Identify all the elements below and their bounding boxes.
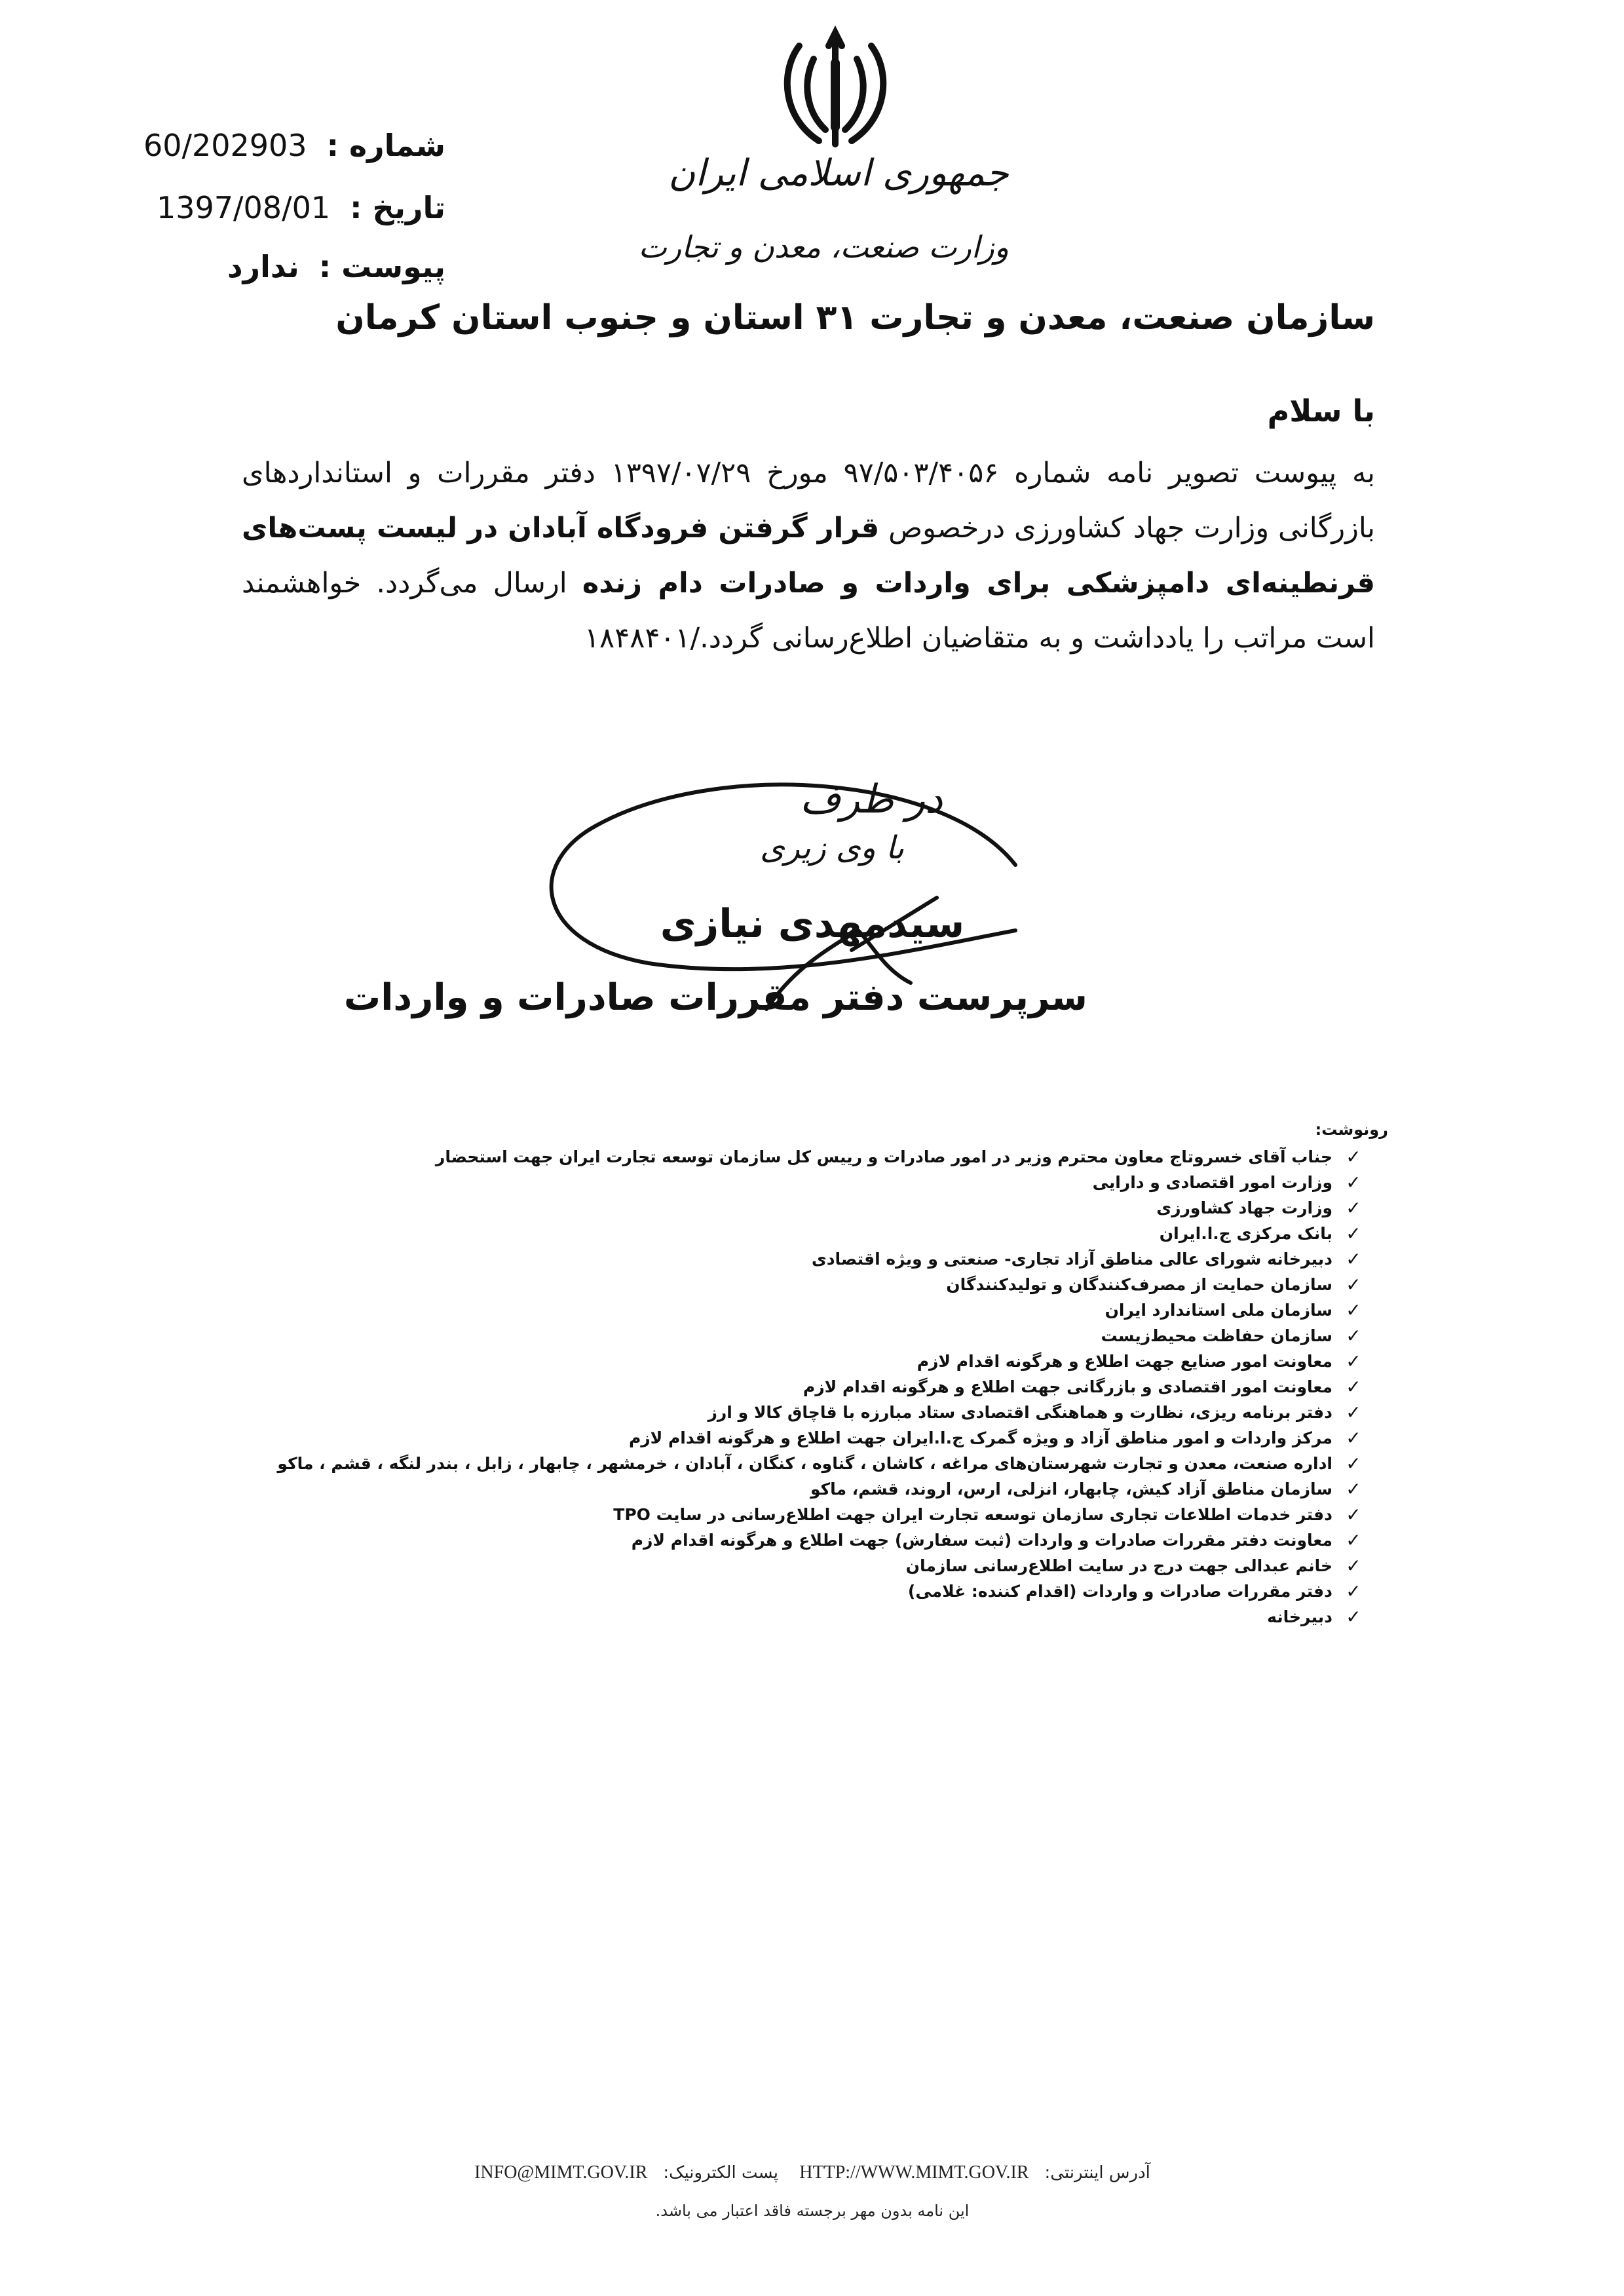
cc-list-item	[186, 1374, 1365, 1400]
cc-item-text: وزارت امور اقتصادی و دارایی	[1092, 1173, 1332, 1192]
cc-list-item	[186, 1451, 1365, 1476]
signature-handwriting-1: در طرف	[800, 776, 943, 822]
checkmark-icon: ✓	[1346, 1223, 1361, 1244]
letter-number-label: شماره :	[326, 128, 445, 163]
cc-list-item	[186, 1425, 1365, 1451]
cc-list-item	[186, 1323, 1365, 1349]
letter-attachment-value: ندارد	[227, 249, 299, 284]
checkmark-icon: ✓	[1346, 1427, 1361, 1449]
checkmark-icon: ✓	[1346, 1299, 1361, 1321]
cc-item-text: سازمان مناطق آزاد کیش، چابهار، انزلی، ارس، اروند، قشم، ماکو	[810, 1480, 1332, 1499]
cc-item-text: مرکز واردات و امور مناطق آزاد و ویژه گمرک ج.ا.ایران جهت اطلاع و هرگونه اقدام لازم	[628, 1428, 1332, 1447]
letter-date	[131, 190, 445, 225]
cc-list-item	[186, 1349, 1365, 1374]
body-bold-subject: قرار گرفتن فرودگاه آبادان در لیست پست‌های قرنطینه‌ای دامپزشکی برای واردات و صادرات دام زنده	[242, 512, 1376, 600]
cc-item-text: جناب آقای خسروتاج معاون محترم وزیر در امور صادرات و رییس کل سازمان توسعه تجارت ایران جهت استحضار	[435, 1147, 1332, 1166]
website-label: آدرس اینترنتی:	[1044, 2163, 1150, 2183]
cc-item-text: سازمان حفاظت محیط‌زیست	[1101, 1326, 1332, 1345]
checkmark-icon: ✓	[1346, 1376, 1361, 1398]
cc-list-item	[186, 1527, 1365, 1553]
checkmark-icon: ✓	[1346, 1274, 1361, 1295]
cc-list-item	[186, 1144, 1365, 1170]
cc-item-text: سازمان حمایت از مصرف‌کنندگان و تولیدکنندگان	[946, 1275, 1332, 1294]
cc-list-item	[186, 1578, 1365, 1604]
cc-item-text: معاونت دفتر مقررات صادرات و واردات (ثبت سفارش) جهت اطلاع و هرگونه اقدام لازم	[631, 1531, 1332, 1550]
checkmark-icon: ✓	[1346, 1146, 1361, 1168]
email-link[interactable]: INFO@MIMT.GOV.IR	[474, 2162, 648, 2183]
recipient-line: سازمان صنعت، معدن و تجارت ۳۱ استان و جنوب استان کرمان	[335, 298, 1375, 337]
cc-list-item	[186, 1195, 1365, 1221]
ministry-name: وزارت صنعت، معدن و تجارت	[638, 229, 1009, 265]
checkmark-icon: ✓	[1346, 1197, 1361, 1219]
checkmark-icon: ✓	[1346, 1402, 1361, 1423]
checkmark-icon: ✓	[1346, 1248, 1361, 1270]
cc-item-text: معاونت امور صنایع جهت اطلاع و هرگونه اقدام لازم	[916, 1352, 1332, 1371]
cc-list-item	[186, 1246, 1365, 1272]
cc-list-item	[186, 1221, 1365, 1246]
cc-item-text: اداره صنعت، معدن و تجارت شهرستان‌های مراغه ، کاشان ، گناوه ، کنگان ، آبادان ، خرمشهر ، چابهار ، زابل ، بندر لنگه ، قشم ، ماکو	[277, 1454, 1332, 1473]
cc-list-item	[186, 1400, 1365, 1425]
cc-list-item	[186, 1502, 1365, 1527]
cc-list-item	[186, 1476, 1365, 1502]
cc-list-item	[186, 1553, 1365, 1578]
checkmark-icon: ✓	[1346, 1504, 1361, 1525]
greeting: با سلام	[1267, 393, 1375, 429]
cc-items	[186, 1144, 1365, 1630]
cc-list-item	[186, 1170, 1365, 1195]
country-name: جمهوری اسلامی ایران	[668, 152, 1009, 195]
letter-date-label: تاریخ :	[350, 190, 445, 225]
email-label: پست الکترونیک:	[663, 2163, 779, 2183]
cc-list-item	[186, 1297, 1365, 1323]
checkmark-icon: ✓	[1346, 1555, 1361, 1577]
letter-body	[242, 446, 1375, 666]
checkmark-icon: ✓	[1346, 1350, 1361, 1372]
cc-list-item	[186, 1272, 1365, 1297]
signer-title: سرپرست دفتر مقررات صادرات و واردات	[343, 976, 1087, 1019]
footer-note: این نامه بدون مهر برجسته فاقد اعتبار می باشد.	[655, 2202, 970, 2220]
checkmark-icon: ✓	[1346, 1580, 1361, 1602]
checkmark-icon: ✓	[1346, 1172, 1361, 1193]
cc-item-text: دفتر خدمات اطلاعات تجاری سازمان توسعه تجارت ایران جهت اطلاع‌رسانی در سایت TPO	[613, 1505, 1332, 1524]
letter-number-value: 60/202903	[143, 128, 307, 163]
cc-item-text: وزارت جهاد کشاورزی	[1156, 1198, 1332, 1217]
cc-item-text: دفتر برنامه ریزی، نظارت و هماهنگی اقتصادی ستاد مبارزه با قاچاق کالا و ارز	[708, 1403, 1332, 1422]
checkmark-icon: ✓	[1346, 1325, 1361, 1347]
cc-item-text: سازمان ملی استاندارد ایران	[1105, 1301, 1332, 1320]
letter-attachment-label: پیوست :	[318, 249, 445, 284]
letter-date-value: 1397/08/01	[156, 190, 331, 225]
cc-item-text: بانک مرکزی ج.ا.ایران	[1159, 1224, 1332, 1243]
cc-list-item	[186, 1604, 1365, 1630]
cc-label: رونوشت:	[1315, 1120, 1388, 1139]
checkmark-icon: ✓	[1346, 1453, 1361, 1474]
checkmark-icon: ✓	[1346, 1478, 1361, 1500]
footer-contact	[419, 2162, 1205, 2183]
cc-item-text: دبیرخانه	[1267, 1607, 1332, 1626]
checkmark-icon: ✓	[1346, 1606, 1361, 1628]
iran-emblem-icon	[773, 20, 897, 151]
letter-attachment	[131, 249, 445, 284]
cc-item-text: دفتر مقررات صادرات و واردات (اقدام کننده: غلامی)	[907, 1582, 1332, 1601]
body-part-1: به پیوست تصویر نامه شماره ۹۷/۵۰۳/۴۰۵۶ مورخ ۱۳۹۷/۰۷/۲۹ دفتر مقررات و استانداردهای بازرگانی وزارت جهاد کشاورزی درخصوص	[242, 457, 1375, 545]
cc-item-text: خانم عبدالی جهت درج در سایت اطلاع‌رسانی سازمان	[905, 1556, 1332, 1575]
cc-item-text: معاونت امور اقتصادی و بازرگانی جهت اطلاع و هرگونه اقدام لازم	[803, 1377, 1332, 1396]
signature-handwriting-2: با وی زیری	[760, 830, 904, 866]
cc-item-text: دبیرخانه شورای عالی مناطق آزاد تجاری- صنعتی و ویژه اقتصادی	[811, 1250, 1332, 1269]
website-link[interactable]: HTTP://WWW.MIMT.GOV.IR	[799, 2162, 1029, 2183]
body-part-2: ارسال می‌گردد. خواهشمند است مراتب را یادداشت و به متقاضیان اطلاع‌رسانی گردد./۱۸۴۸۴۰۱	[242, 567, 1375, 655]
cc-list	[186, 1120, 1388, 1630]
signer-name: سیدمهدی نیازی	[660, 901, 965, 947]
letter-number	[131, 128, 445, 163]
checkmark-icon: ✓	[1346, 1529, 1361, 1551]
